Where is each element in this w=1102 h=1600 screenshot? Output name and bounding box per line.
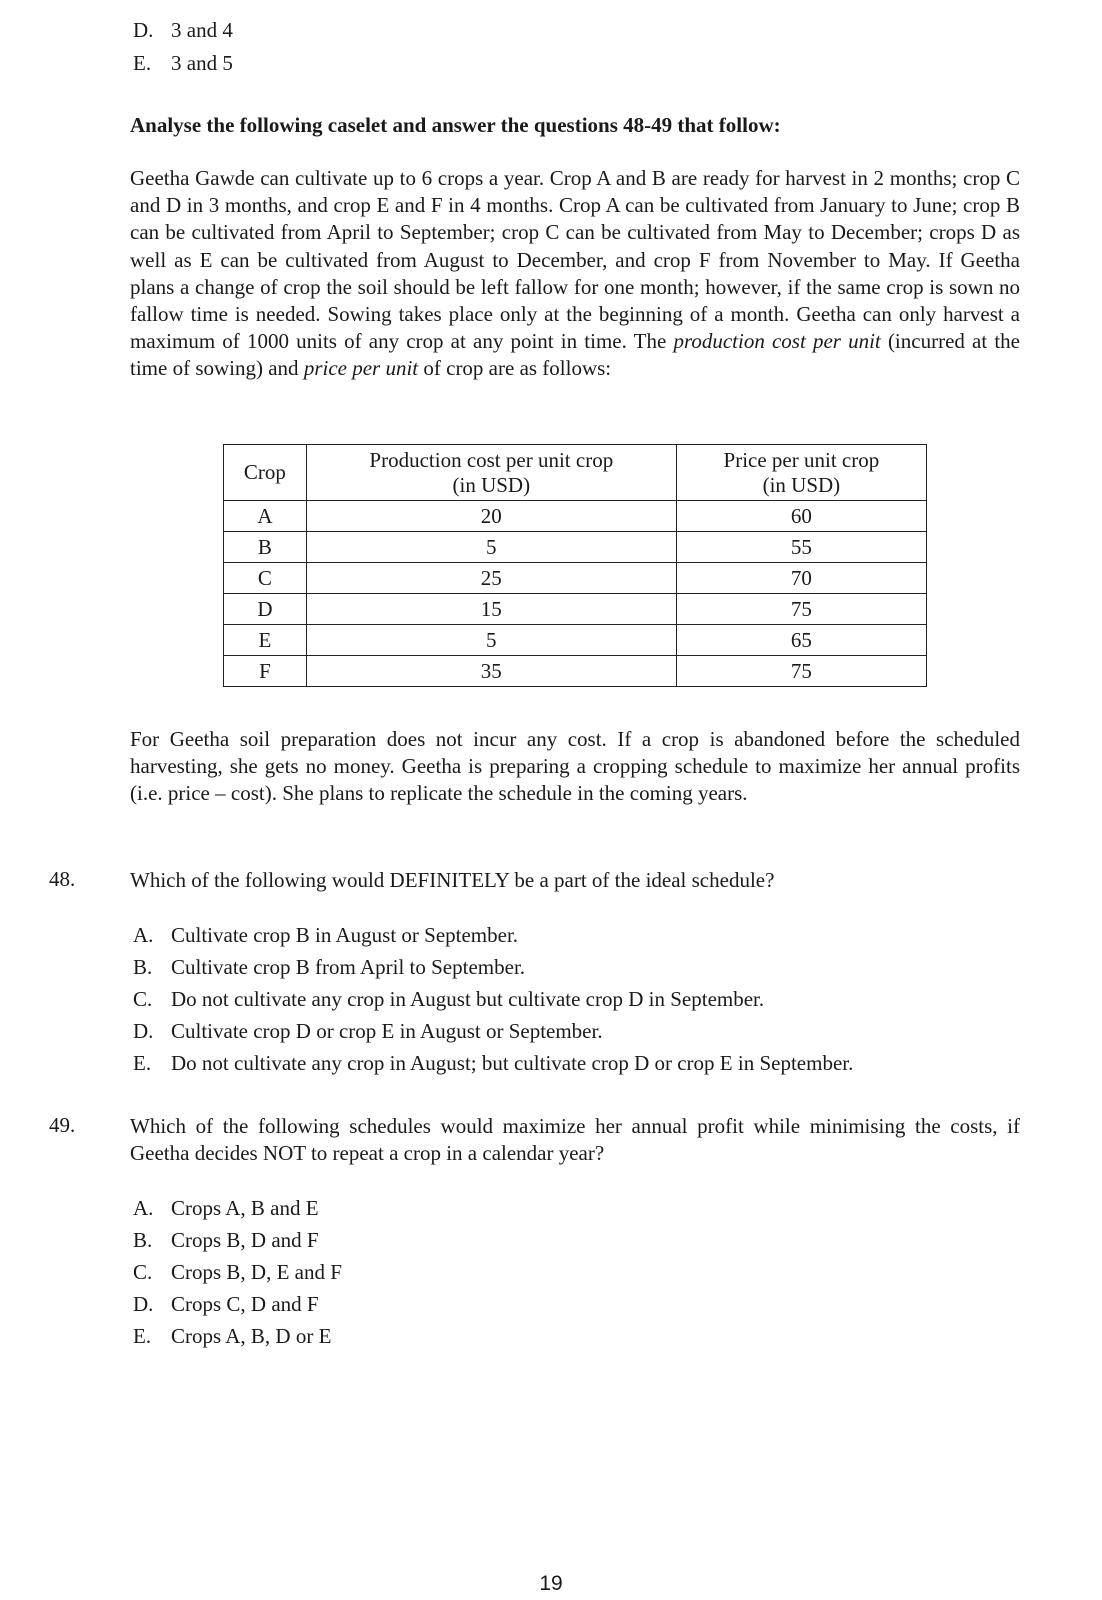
header-unit: (in USD) xyxy=(762,472,841,497)
cell-price: 70 xyxy=(676,563,926,594)
q49-option-c xyxy=(133,1259,342,1285)
caselet-text: (incurred at the time of sowing) and xyxy=(130,329,1021,381)
option-letter: A. xyxy=(133,923,154,947)
header-production-cost xyxy=(306,445,676,501)
option-text: Crops A, B and E xyxy=(171,1196,319,1220)
option-letter: C. xyxy=(133,1260,153,1284)
table-row xyxy=(224,563,927,594)
option-letter: E. xyxy=(133,51,152,75)
question-text-48: Which of the following would DEFINITELY be a part of the ideal schedule? xyxy=(130,868,775,892)
option-text: Cultivate crop D or crop E in August or September. xyxy=(171,1019,603,1043)
option-letter: E. xyxy=(133,1324,152,1348)
caselet-italic-text: production cost per unit xyxy=(673,329,881,354)
table-row xyxy=(224,501,927,532)
header-price xyxy=(676,445,926,501)
cell-cost: 5 xyxy=(306,532,676,563)
q48-option-e xyxy=(133,1050,853,1076)
header-text: Production cost per unit crop xyxy=(369,447,614,472)
cell-price: 60 xyxy=(676,501,926,532)
cell-crop: E xyxy=(224,625,307,656)
prev-option-d xyxy=(133,17,233,43)
prev-option-e xyxy=(133,50,233,76)
caselet-text: Geetha Gawde can cultivate up to 6 crops a year. Crop A and B are ready for harvest in 2 months; crop C and D in 3 months, and crop E and F in 4 months. Crop A can be cultivated from January to June; crop B can be cultivated from April to September; crop C can be cultivated from May to December; crops D as well as E can be cultivated from August to December, and crop F from November to May. If Geetha plans a change of crop the soil should be left fallow for one month; however, if the same crop is sown no fallow time is needed. Sowing takes place only at the beginning of a month. Geetha can only harvest a maximum of 1000 units of any crop at any point in time. The xyxy=(130,166,1020,354)
cell-cost: 25 xyxy=(306,563,676,594)
option-text: Crops A, B, D or E xyxy=(171,1324,332,1348)
caselet-italic-text: price per unit xyxy=(303,356,419,381)
question-number-49: 49. xyxy=(49,1113,76,1137)
option-text: Crops B, D and F xyxy=(171,1228,319,1252)
table-header-row xyxy=(224,445,927,501)
page-number: 19 xyxy=(539,1572,563,1595)
cell-crop: B xyxy=(224,532,307,563)
option-text: 3 and 4 xyxy=(171,18,233,42)
table-row xyxy=(224,594,927,625)
caselet-paragraph-2: For Geetha soil preparation does not incur any cost. If a crop is abandoned before the scheduled harvesting, she gets no money. Geetha is preparing a cropping schedule to maximize her annual profits (i.e. price – cost). She plans to replicate the schedule in the coming years. xyxy=(130,727,1020,806)
table-row xyxy=(224,625,927,656)
option-letter: B. xyxy=(133,1228,153,1252)
q49-option-b xyxy=(133,1227,319,1253)
cell-cost: 15 xyxy=(306,594,676,625)
table-row xyxy=(224,656,927,687)
cell-crop: A xyxy=(224,501,307,532)
header-text: Price per unit crop xyxy=(723,447,880,472)
header-unit: (in USD) xyxy=(452,472,531,497)
q48-option-d xyxy=(133,1018,603,1044)
question-number-48: 48. xyxy=(49,867,76,891)
caselet-heading: Analyse the following caselet and answer the questions 48-49 that follow: xyxy=(130,113,781,137)
cell-price: 65 xyxy=(676,625,926,656)
q49-option-d xyxy=(133,1291,319,1317)
option-letter: B. xyxy=(133,955,153,979)
option-text: Cultivate crop B from April to September. xyxy=(171,955,526,979)
q49-option-e xyxy=(133,1323,331,1349)
option-letter: E. xyxy=(133,1051,152,1075)
cell-price: 75 xyxy=(676,656,926,687)
q48-option-c xyxy=(133,986,764,1012)
cell-cost: 20 xyxy=(306,501,676,532)
cell-crop: F xyxy=(224,656,307,687)
caselet-text: of crop are as follows: xyxy=(423,356,612,381)
option-text: 3 and 5 xyxy=(171,51,233,75)
option-text: Crops C, D and F xyxy=(171,1292,319,1316)
option-text: Do not cultivate any crop in August but cultivate crop D in September. xyxy=(171,987,765,1011)
option-letter: D. xyxy=(133,18,154,42)
cell-cost: 5 xyxy=(306,625,676,656)
question-text-49: Which of the following schedules would maximize her annual profit while minimising the costs, if Geetha decides NOT to repeat a crop in a calendar year? xyxy=(130,1114,1020,1166)
q49-option-a xyxy=(133,1195,319,1221)
option-letter: D. xyxy=(133,1019,154,1043)
option-letter: C. xyxy=(133,987,153,1011)
option-letter: A. xyxy=(133,1196,154,1220)
q48-option-b xyxy=(133,954,525,980)
q48-option-a xyxy=(133,922,518,948)
crop-cost-price-table xyxy=(223,444,927,687)
option-text: Do not cultivate any crop in August; but cultivate crop D or crop E in September. xyxy=(171,1051,854,1075)
cell-crop: C xyxy=(224,563,307,594)
caselet-paragraph-1 xyxy=(130,165,1020,383)
option-text: Cultivate crop B in August or September. xyxy=(171,923,519,947)
option-letter: D. xyxy=(133,1292,154,1316)
cell-cost: 35 xyxy=(306,656,676,687)
option-text: Crops B, D, E and F xyxy=(171,1260,342,1284)
header-crop: Crop xyxy=(224,445,307,501)
cell-price: 55 xyxy=(676,532,926,563)
cell-price: 75 xyxy=(676,594,926,625)
cell-crop: D xyxy=(224,594,307,625)
table-row xyxy=(224,532,927,563)
